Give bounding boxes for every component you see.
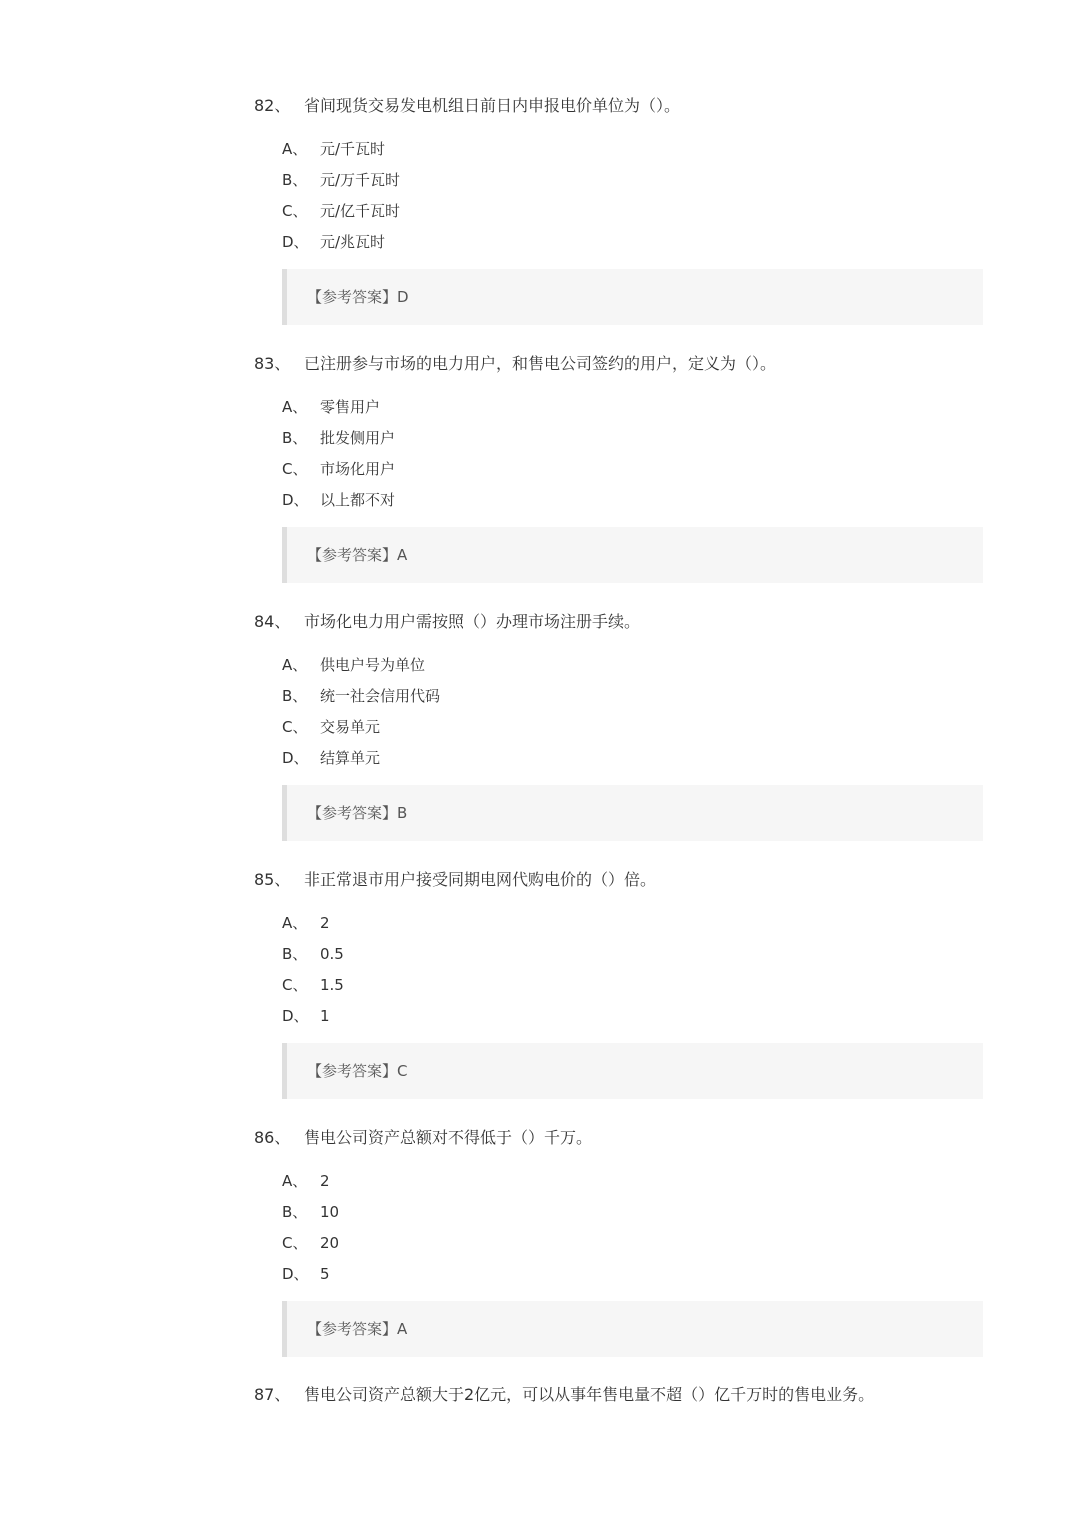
question-number: 82、 — [254, 96, 291, 115]
option-list — [254, 908, 994, 1032]
option-d — [282, 1259, 994, 1290]
question-title — [254, 1126, 994, 1150]
option-text: 交易单元 — [320, 718, 381, 736]
option-letter: A、 — [282, 656, 308, 674]
question-84 — [254, 610, 994, 841]
option-b — [282, 165, 994, 196]
option-d — [282, 1001, 994, 1032]
option-text: 5 — [320, 1265, 330, 1283]
option-list — [254, 650, 994, 774]
option-letter: B、 — [282, 687, 308, 705]
option-text: 20 — [320, 1234, 340, 1252]
option-text: 元/亿千瓦时 — [320, 202, 401, 220]
question-text: 省间现货交易发电机组日前日内申报电价单位为（）。 — [304, 96, 681, 115]
option-letter: B、 — [282, 1203, 308, 1221]
question-title — [254, 352, 994, 376]
question-number: 87、 — [254, 1385, 291, 1404]
option-letter: A、 — [282, 398, 308, 416]
option-letter: C、 — [282, 202, 308, 220]
option-b — [282, 681, 994, 712]
reference-answer: 【参考答案】C — [282, 1043, 983, 1099]
option-text: 1 — [320, 1007, 330, 1025]
reference-answer: 【参考答案】B — [282, 785, 983, 841]
question-85 — [254, 868, 994, 1099]
option-b — [282, 939, 994, 970]
option-d — [282, 743, 994, 774]
option-text: 2 — [320, 914, 330, 932]
option-a — [282, 392, 994, 423]
option-a — [282, 650, 994, 681]
option-text: 供电户号为单位 — [320, 656, 426, 674]
question-text: 非正常退市用户接受同期电网代购电价的（）倍。 — [304, 870, 657, 889]
question-number: 86、 — [254, 1128, 291, 1147]
question-text: 市场化电力用户需按照（）办理市场注册手续。 — [304, 612, 641, 631]
question-title — [254, 868, 994, 892]
option-text: 元/万千瓦时 — [320, 171, 401, 189]
option-letter: C、 — [282, 460, 308, 478]
option-letter: D、 — [282, 1265, 309, 1283]
question-title — [254, 610, 994, 634]
option-c — [282, 712, 994, 743]
option-letter: B、 — [282, 945, 308, 963]
option-letter: C、 — [282, 976, 308, 994]
option-c — [282, 196, 994, 227]
option-a — [282, 1166, 994, 1197]
question-text: 售电公司资产总额对不得低于（）千万。 — [304, 1128, 593, 1147]
option-letter: D、 — [282, 749, 309, 767]
option-text: 统一社会信用代码 — [320, 687, 441, 705]
option-c — [282, 1228, 994, 1259]
question-text: 已注册参与市场的电力用户，和售电公司签约的用户，定义为（）。 — [304, 354, 777, 373]
option-letter: A、 — [282, 914, 308, 932]
option-text: 10 — [320, 1203, 340, 1221]
option-c — [282, 454, 994, 485]
option-c — [282, 970, 994, 1001]
option-text: 市场化用户 — [320, 460, 396, 478]
option-letter: B、 — [282, 171, 308, 189]
option-letter: D、 — [282, 233, 309, 251]
option-text: 1.5 — [320, 976, 344, 994]
question-title — [254, 94, 994, 118]
option-list — [254, 1166, 994, 1290]
option-letter: C、 — [282, 1234, 308, 1252]
option-letter: D、 — [282, 491, 309, 509]
option-letter: B、 — [282, 429, 308, 447]
question-number: 84、 — [254, 612, 291, 631]
option-letter: A、 — [282, 140, 308, 158]
option-text: 元/兆瓦时 — [320, 233, 386, 251]
option-text: 2 — [320, 1172, 330, 1190]
option-list — [254, 134, 994, 258]
option-b — [282, 1197, 994, 1228]
reference-answer: 【参考答案】A — [282, 527, 983, 583]
option-text: 批发侧用户 — [320, 429, 396, 447]
option-text: 元/千瓦时 — [320, 140, 386, 158]
question-text: 售电公司资产总额大于2亿元，可以从事年售电量不超（）亿千万时的售电业务。 — [304, 1385, 875, 1404]
option-text: 结算单元 — [320, 749, 381, 767]
question-number: 85、 — [254, 870, 291, 889]
question-87 — [254, 1383, 994, 1407]
option-list — [254, 392, 994, 516]
option-letter: A、 — [282, 1172, 308, 1190]
question-number: 83、 — [254, 354, 291, 373]
option-d — [282, 485, 994, 516]
question-86 — [254, 1126, 994, 1357]
option-letter: C、 — [282, 718, 308, 736]
reference-answer: 【参考答案】D — [282, 269, 983, 325]
option-d — [282, 227, 994, 258]
question-title — [254, 1383, 994, 1407]
option-b — [282, 423, 994, 454]
question-83 — [254, 352, 994, 583]
option-a — [282, 908, 994, 939]
option-text: 0.5 — [320, 945, 344, 963]
question-82 — [254, 94, 994, 325]
option-letter: D、 — [282, 1007, 309, 1025]
option-text: 以上都不对 — [320, 491, 396, 509]
option-text: 零售用户 — [320, 398, 381, 416]
reference-answer: 【参考答案】A — [282, 1301, 983, 1357]
option-a — [282, 134, 994, 165]
